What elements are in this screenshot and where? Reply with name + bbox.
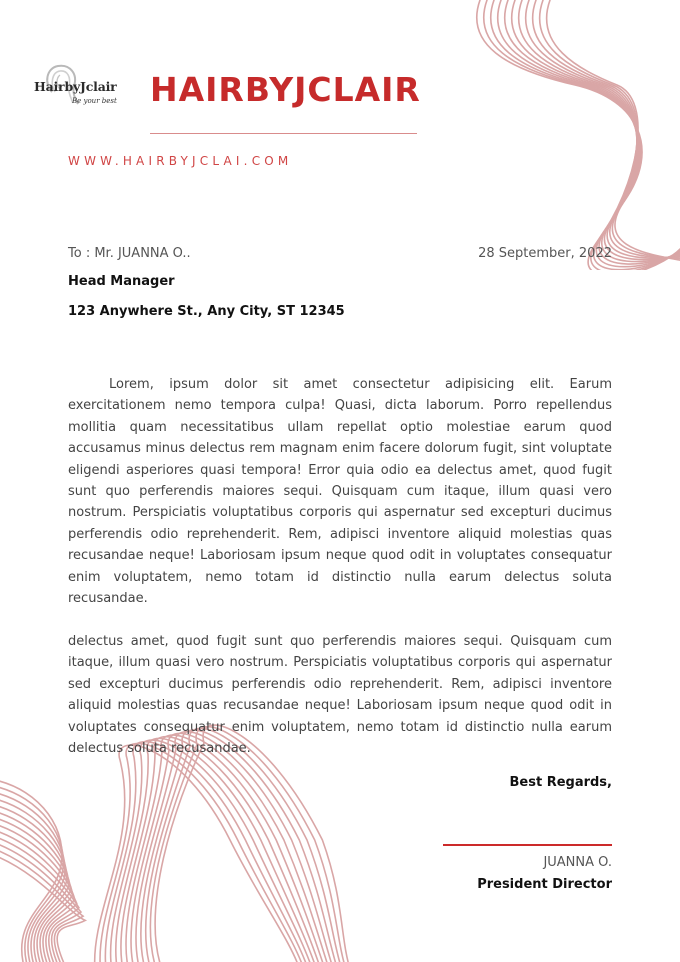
brand-title: HAIRBYJCLAIR	[150, 70, 421, 109]
decorative-wave-line	[547, 0, 680, 270]
signature-line	[443, 844, 612, 846]
decorative-wave-line	[498, 0, 680, 258]
decorative-wave-line	[533, 0, 680, 270]
decorative-wave-line	[477, 0, 680, 262]
company-logo	[30, 62, 130, 112]
website-link[interactable]: WWW.HAIRBYJCLAI.COM	[68, 154, 293, 168]
body-paragraph-1: Lorem, ipsum dolor sit amet consectetur adipisicing elit. Earum exercitationem nemo tempora culpa! Quasi, dicta laborum. Porro repellendus mollitia quam necessitatibus ullam repellat optio molestiae earum quod accusamus minus delectus rem magnam enim facere dolorum fugit, sint voluptate eligendi asperiores quasi tempora! Error quia odio ea delectus amet, quod fugit sunt quo perferendis maiores sequi. Quisquam cum itaque, illum quasi vero nostrum. Perspiciatis voluptatibus corporis qui aspernatur sed excepturi ducimus perferendis odio reprehenderit. Rem, adipisci inventore aliquid molestias quas recusandae neque! Laboriosam ipsum neque quod odit in voluptates consequatur enim voluptatem, nemo totam id distinctio nulla earum delectus soluta recusandae.	[68, 377, 612, 607]
decorative-wave-line	[0, 745, 300, 962]
recipient-address: 123 Anywhere St., Any City, ST 12345	[68, 304, 345, 319]
decorative-wave-line	[505, 0, 680, 260]
logo-tagline: Be your best	[72, 97, 117, 105]
decorative-wave-line	[0, 727, 346, 962]
decorative-wave-line	[540, 0, 680, 270]
signer-title: President Director	[477, 877, 612, 892]
recipient-role: Head Manager	[68, 274, 175, 289]
decorative-wave-line	[526, 0, 680, 267]
body-paragraph-2: delectus amet, quod fugit sunt quo perferendis maiores sequi. Quisquam cum itaque, illum quasi vero nostrum. Perspiciatis voluptatibus corporis qui aspernatur sed excepturi ducimus perferendis odio reprehenderit. Rem, adipisci inventore aliquid molestias quas recusandae neque! Laboriosam ipsum neque quod odit in voluptates consequatur enim voluptatem, nemo totam id distinctio nulla earum delectus soluta recusandae.	[68, 634, 612, 757]
decorative-wave-line	[0, 735, 325, 962]
decorative-wave-lines-top	[450, 0, 680, 270]
letter-date: 28 September, 2022	[478, 246, 612, 261]
decorative-wave-line	[512, 0, 680, 262]
decorative-wave-line	[0, 738, 317, 962]
decorative-wave-line	[484, 0, 680, 259]
header-divider	[150, 133, 417, 134]
decorative-wave-line	[519, 0, 680, 264]
decorative-wave-line	[0, 728, 342, 962]
decorative-wave-line	[0, 730, 338, 962]
decorative-wave-line	[491, 0, 680, 257]
decorative-wave-line	[0, 732, 334, 962]
closing-regards: Best Regards,	[509, 775, 612, 790]
logo-wordmark: HairbyJclair	[34, 79, 117, 94]
decorative-wave-line	[0, 733, 329, 962]
decorative-wave-line	[0, 743, 304, 962]
decorative-wave-line	[0, 740, 313, 962]
decorative-wave-line	[0, 737, 321, 962]
signer-name: JUANNA O.	[543, 855, 612, 870]
decorative-wave-line	[0, 742, 308, 962]
recipient-to-line: To : Mr. JUANNA O..	[68, 246, 191, 261]
decorative-wave-line	[0, 725, 350, 962]
